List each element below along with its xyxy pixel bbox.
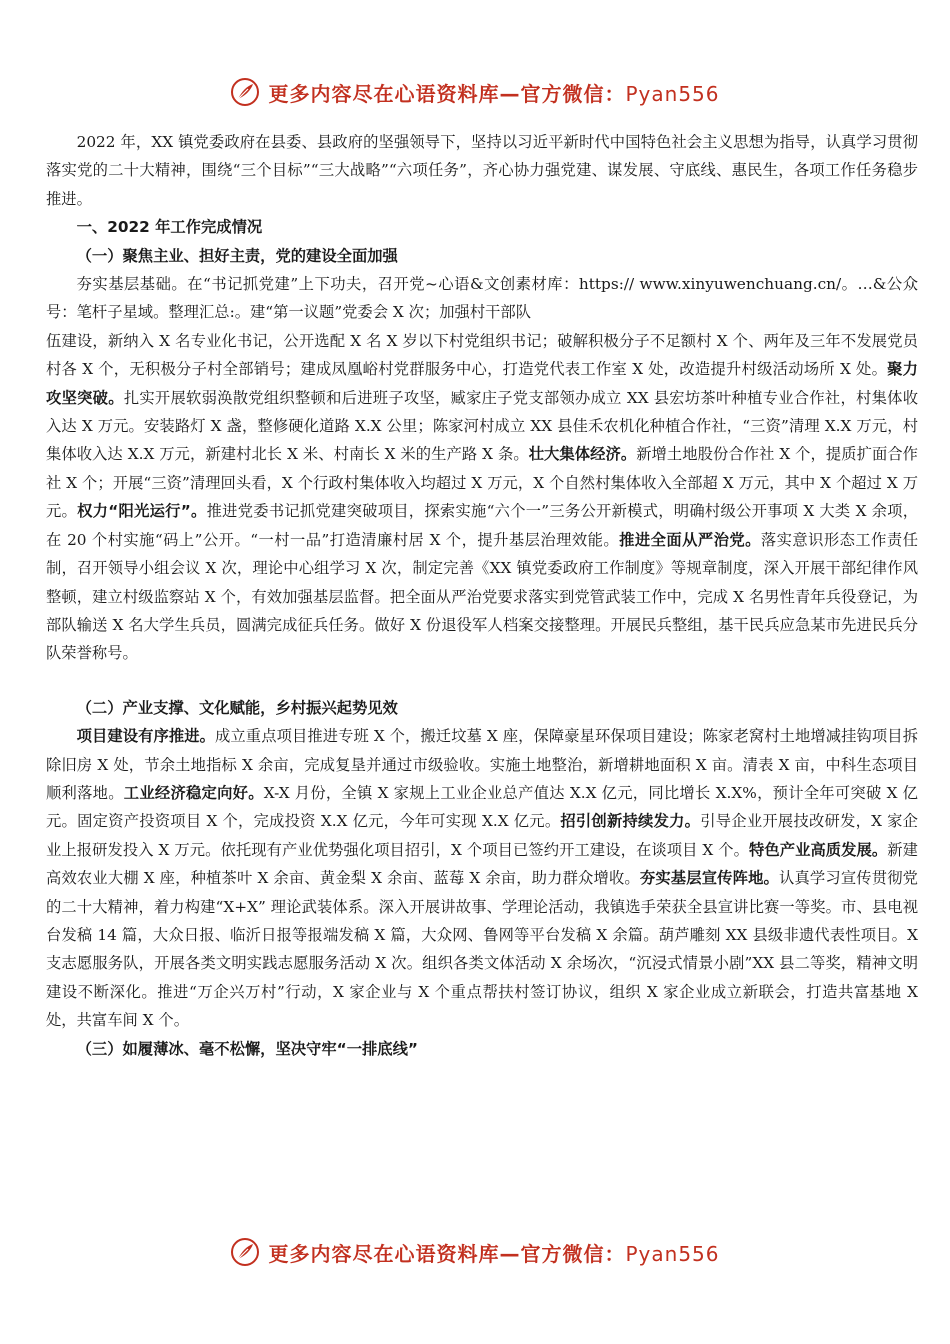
section-3-title: （三）如履薄冰、毫不松懈，坚决守牢“一排底线” [76,1039,418,1058]
section-1-paragraph-2 [46,327,918,668]
header-banner [0,72,950,112]
wechat-id: Pyan556 [625,81,720,106]
text-run: 新增土地股份合作社 X 个，提质扩面合作社 X 个；开展“三资”清理回头看，X 个行政村集体收入均超过 X 万元，X 个自然村集体收入全部超 X 万元，其中 X 个超过 X 万元。 [46,445,918,521]
section-1-title: （一）聚焦主业、担好主责，党的建设全面加强 [76,246,398,265]
text-run: 认真学习宣传贯彻党的二十大精神，着力构建“X+X” 理论武装体系。深入开展讲故事、学理论活动，我镇选手荣获全县宣讲比赛一等奖。市、县电视台发稿 14 篇，大众日报、临沂日报等报端发稿 X 篇，大众网、鲁网等平台发稿 X 余篇。葫芦雕刻 XX 县级非遗代表性项目。X 支志愿服务队，开展各类文明实践志愿服务活动 X 次。组织各类文体活动 X 余场次，“沉浸式情景小剧”XX 县二等奖，精神文明建设不断深化。推进“万企兴万村”行动，X 家企业与 X 个重点帮扶村签订协议，组织 X 家企业成立新联会，打造共富基地 X 处，共富车间 X 个。 [46,869,918,1030]
bold-run: 夯实基层宣传阵地。 [639,869,779,888]
text-run: 引导企业开展技改研发，X 家企业上报研发投入 X 万元。依托现有产业优势强化项目招引，X 个项目已签约开工建设，在谈项目 X 个。 [46,812,918,859]
text-run: 扎实开展软弱涣散党组织整顿和后进班子攻坚，臧家庄子党支部领办成立 XX 县宏坊茶叶种植专业合作社，村集体收入达 X 万元。安装路灯 X 盏，整修硬化道路 X.X 公里；陈家河村成立 XX 县佳禾农机化种植合作社，“三资”清理 X.X 万元，村集体收入达 X.X 万元，新建村北长 X 米、村南长 X 米的生产路 X 条。 [46,388,918,464]
banner-label: 更多内容尽在心语资料库—官方微信： [268,81,626,106]
wechat-id: Pyan556 [625,1241,720,1266]
banner-text [268,78,719,107]
banner-text [268,1238,719,1267]
text-run: 落实意识形态工作责任制，召开领导小组会议 X 次，理论中心组学习 X 次，制定完善《XX 镇党委政府工作制度》等规章制度，深入开展干部纪律作风整顿，建立村级监察站 X 个，有效加强基层监督。把全面从严治党要求落实到党管武装工作中，完成 X 名男性青年兵役登记，为部队输送 X 名大学生兵员，圆满完成征兵任务。做好 X 份退役军人档案交接整理。开展民兵整组，基干民兵应急某市先进民兵分队荣誉称号。 [46,530,918,663]
text-run: 新建高效农业大棚 X 座，种植茶叶 X 余亩、黄金梨 X 余亩、蓝莓 X 余亩，助力群众增收。 [46,840,918,888]
text-run: X-X 月份，全镇 X 家规上工业企业总产值达 X.X 亿元，同比增长 X.X%，预计全年可突破 X 亿元。固定资产投资项目 X 个，完成投资 X.X 亿元，今年可实现 X.X 亿元。 [46,783,918,831]
bold-run: 工业经济稳定向好。 [123,783,264,802]
section-2-title: （二）产业支撑、文化赋能，乡村振兴起势见效 [76,698,398,717]
heading-1: 一、2022 年工作完成情况 [76,218,263,237]
feather-pen-icon [230,77,260,107]
section-1-paragraph-1: 夯实基层基础。在“书记抓党建”上下功夫，召开党~心语&文创素材库：https:// www.xinyuwenchuang.cn/。…&公众号：笔杆子星域。整理汇总:。建“第一议题”党委会 X 次；加强村干部队 [46,275,918,322]
bold-run: 聚力攻坚突破。 [46,360,918,407]
feather-pen-icon [230,1237,260,1267]
bold-run: 壮大集体经济。 [528,445,637,464]
spacer [46,668,918,694]
text-run: 成立重点项目推进专班 X 个，搬迁坟墓 X 座，保障豪星环保项目建设；陈家老窝村土地增减挂钩项目拆除旧房 X 处，节余土地指标 X 余亩，完成复垦并通过市级验收。实施土地整治，新增耕地面积 X 亩。清表 X 亩，中科生态项目顺利落地。 [46,727,918,802]
intro-paragraph: 2022 年，XX 镇党委政府在县委、县政府的坚强领导下，坚持以习近平新时代中国特色社会主义思想为指导，认真学习贯彻落实党的二十大精神，围绕“三个目标”“三大战略”“六项任务”，齐心协力强党建、谋发展、守底线、惠民生，各项工作任务稳步推进。 [46,133,918,208]
section-2-paragraph [46,722,918,1034]
bold-run: 权力“阳光运行”。 [77,502,207,521]
bold-run: 招引创新持续发力。 [560,812,701,831]
text-run: 推进党委书记抓党建突破项目，探索实施“六个一”三务公开新模式，明确村级公开事项 X 大类 X 余项，在 20 个村实施“码上”公开。“一村一品”打造清廉村居 X 个，提升基层治理效能。 [46,502,918,549]
bold-run: 项目建设有序推进。 [76,727,216,746]
document-body [46,128,918,1063]
banner-label: 更多内容尽在心语资料库—官方微信： [268,1241,626,1266]
footer-banner [0,1232,950,1272]
text-run: 伍建设，新纳入 X 名专业化书记，公开选配 X 名 X 岁以下村党组织书记；破解积极分子不足额村 X 个、两年及三年不发展党员村各 X 个，无积极分子村全部销号；建成凤凰峪村党群服务中心，打造党代表工作室 X 处，改造提升村级活动场所 X 处。 [46,331,918,379]
bold-run: 特色产业高质发展。 [748,840,888,859]
bold-run: 推进全面从严治党。 [619,530,761,549]
